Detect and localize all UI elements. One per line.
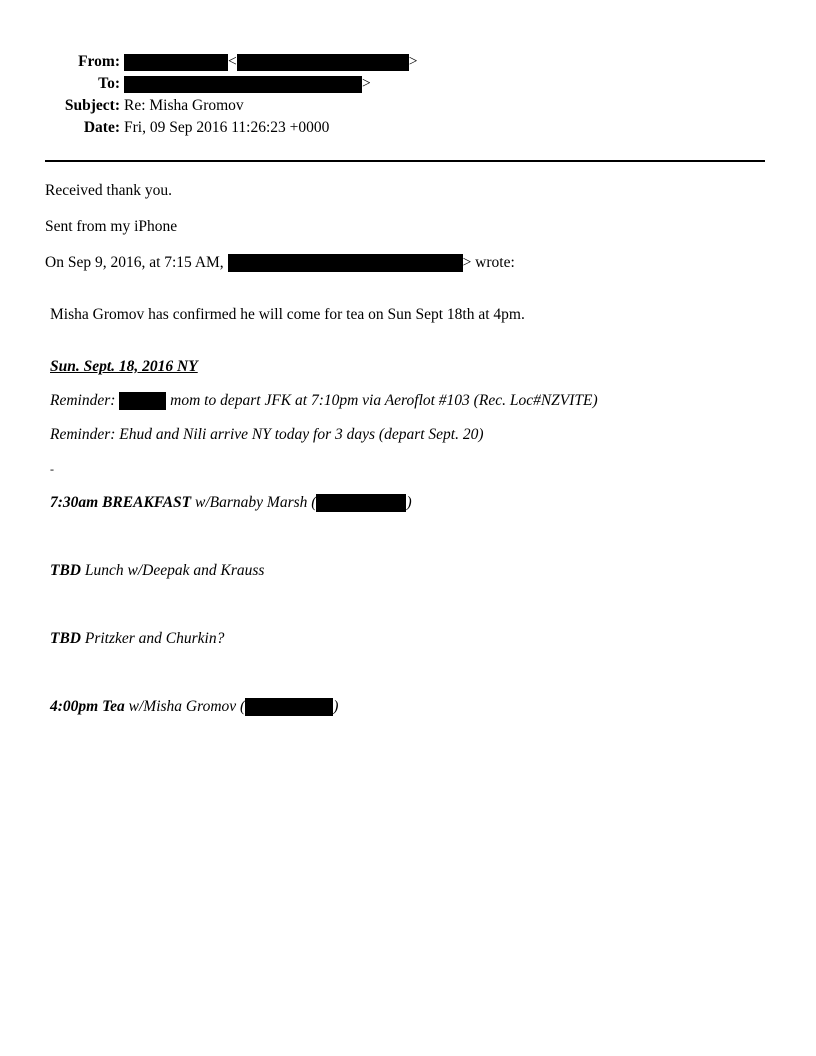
reminder-1: [50, 392, 598, 410]
schedule-item-pritzker: [50, 630, 224, 648]
redacted-original-sender: [228, 254, 463, 272]
item-time: 7:30am BREAKFAST: [50, 494, 192, 511]
reminder-1-text: mom to depart JFK at 7:10pm via Aeroflot #103 (Rec. Loc#NZVITE): [170, 392, 598, 409]
close-paren: ): [406, 494, 412, 511]
from-value: [124, 53, 418, 71]
item-text: w/Barnaby Marsh (: [191, 494, 317, 511]
to-label: To:: [98, 75, 120, 92]
to-value: [124, 75, 371, 93]
subject-value: Re: Misha Gromov: [124, 97, 244, 114]
angle-close: >: [408, 53, 418, 70]
redacted-contact: [316, 494, 406, 512]
reply-line-received: Received thank you.: [45, 182, 172, 199]
schedule-item-breakfast: [50, 494, 412, 512]
subject-label: Subject:: [64, 97, 120, 114]
redacted-sender-name: [124, 54, 228, 71]
schedule-item-tea: [50, 698, 338, 716]
reminder-2: Reminder: Ehud and Nili arrive NY today for 3 days (depart Sept. 20): [50, 426, 484, 443]
quoted-intro: Misha Gromov has confirmed he will come for tea on Sun Sept 18th at 4pm.: [50, 306, 525, 323]
redacted-name: [119, 392, 166, 410]
angle-close: >: [362, 75, 371, 92]
item-time: TBD: [50, 630, 81, 647]
redacted-recipient: [124, 76, 362, 93]
date-value: Fri, 09 Sep 2016 11:26:23 +0000: [124, 119, 330, 136]
from-label: From:: [78, 53, 120, 70]
item-text: w/Misha Gromov (: [124, 698, 246, 715]
schedule-item-lunch: [50, 562, 264, 580]
reply-line-signature: Sent from my iPhone: [45, 218, 178, 235]
item-time: 4:00pm Tea: [50, 698, 125, 715]
attribution-suffix: > wrote:: [462, 254, 515, 271]
schedule-date-heading: Sun. Sept. 18, 2016 NY: [50, 358, 198, 375]
redacted-contact: [245, 698, 333, 716]
angle-open: <: [228, 53, 237, 70]
separator-dash: -: [50, 462, 54, 476]
date-label: Date:: [83, 119, 120, 136]
item-text: Pritzker and Churkin?: [81, 630, 225, 647]
redacted-sender-email: [237, 54, 409, 71]
header-divider: [45, 160, 765, 162]
reminder-1-prefix: Reminder:: [50, 392, 116, 409]
close-paren: ): [333, 698, 339, 715]
quote-attribution: [45, 254, 515, 272]
item-time: TBD: [50, 562, 81, 579]
attribution-prefix: On Sep 9, 2016, at 7:15 AM,: [45, 254, 224, 271]
item-text: Lunch w/Deepak and Krauss: [81, 562, 265, 579]
